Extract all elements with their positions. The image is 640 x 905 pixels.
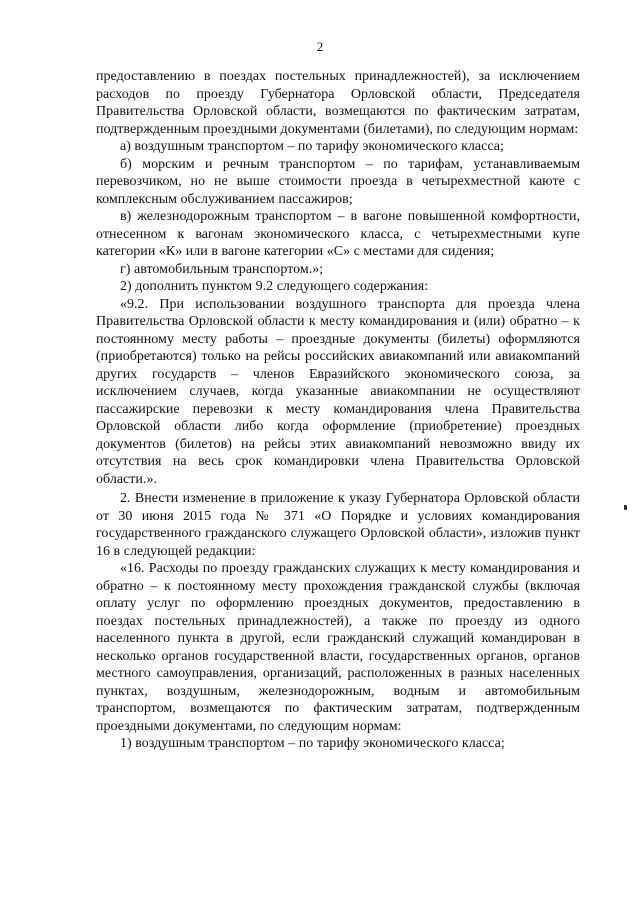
- paragraph-item-g: г) автомобильным транспортом.»;: [120, 261, 324, 277]
- page-number: 2: [316, 39, 324, 54]
- paragraph-section-2: 2. Внести изменение в приложение к указу Губернатора Орловской области от 30 июня 2015 года № 371 «О Порядке и условиях командирования государственного гражданского служащего Орловской области», изложив пункт 16 в следующей редакции:: [96, 491, 580, 559]
- scan-speck: [624, 505, 627, 510]
- paragraph-amendment-2: 2) дополнить пунктом 9.2 следующего содержания:: [120, 279, 429, 294]
- paragraph-continuation: предоставлению в поездах постельных принадлежностей), за исключением расходов по проезду Губернатора Орловской области, Председателя Правительства Орловской области, возмещаются по фактическим затратам, подтвержденным проездными документами (билетами), по следующим нормам:: [96, 69, 580, 137]
- document-body: [96, 68, 580, 753]
- paragraph-9-2: «9.2. При использовании воздушного транспорта для проезда члена Правительства Орловской области к месту командирования и (или) обратно – к постоянному месту работы – проездные документы (билеты) оформляются (приобретаются) только на рейсы российских авиакомпаний или авиакомпаний других государств – членов Евразийского экономического союза, за исключением случаев, когда указанные авиакомпании не осуществляют пассажирские перевозки к месту командирования члена Правительства Орловской области либо когда оформление (приобретение) проездных документов (билетов) на рейсы этих авиакомпаний невозможно ввиду их отсутствия на весь срок командировки члена Правительства Орловской области.».: [96, 296, 580, 487]
- paragraph-item-1: 1) воздушным транспортом – по тарифу экономического класса;: [120, 736, 505, 751]
- paragraph-16: «16. Расходы по проезду гражданских служащих к месту командирования и обратно – к постоянному месту прохождения гражданской службы (включая оплату услуг по оформлению проездных документов, предоставлению в поездах постельных принадлежностей), а также по проезду из одного населенного пункта в другой, если гражданский служащий командирован в несколько органов государственной власти, государственных органов, органов местного самоуправления, организаций, расположенных в разных населенных пунктах, воздушным, железнодорожным, водным и автомобильным транспортом, возмещаются по фактическим затратам, подтвержденным проездными документами, по следующим нормам:: [96, 561, 580, 734]
- paragraph-item-v: в) железнодорожным транспортом – в вагоне повышенной комфортности, отнесенном к вагонам экономического класса, с четырехместными купе категории «К» или в вагоне категории «С» с местами для сидения;: [96, 209, 580, 259]
- paragraph-item-a: а) воздушным транспортом – по тарифу экономического класса;: [120, 139, 504, 154]
- paragraph-item-b: б) морским и речным транспортом – по тарифам, устанавливаемым перевозчиком, но не выше стоимости проезда в четырехместной каюте с комплексным обслуживанием пассажиров;: [96, 156, 580, 207]
